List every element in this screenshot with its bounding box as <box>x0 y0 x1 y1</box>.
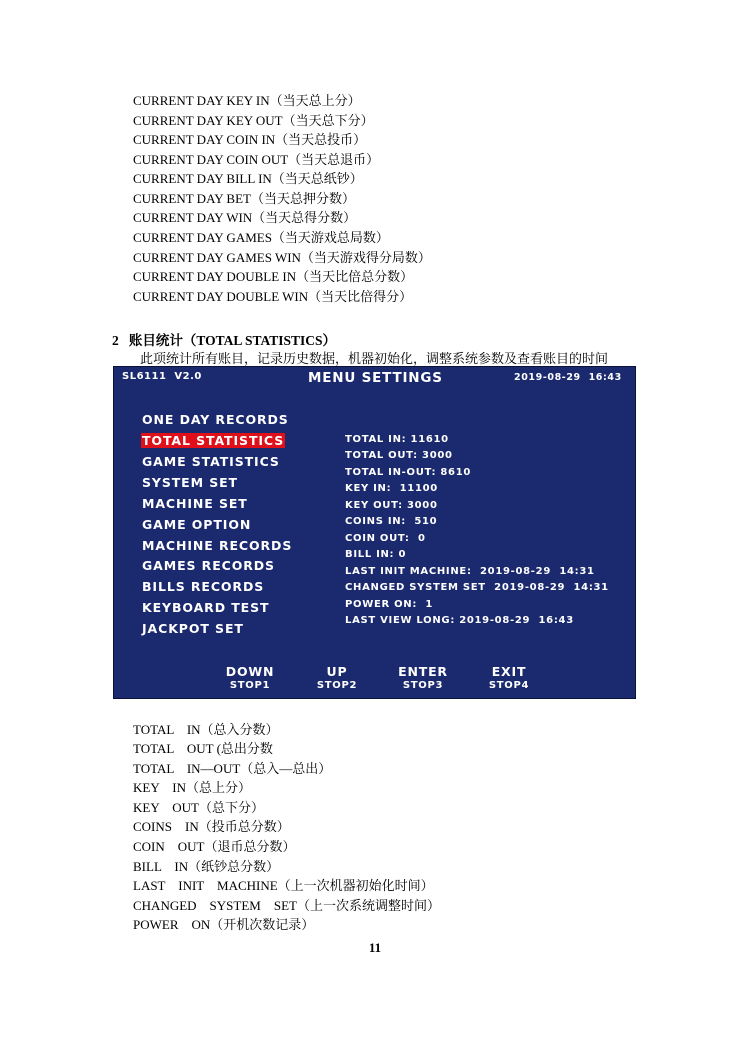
key-exit-stop: STOP4 <box>488 680 530 691</box>
menu-item-game-statistics[interactable]: GAME STATISTICS <box>142 454 280 469</box>
stat-changed-system-set: CHANGED SYSTEM SET 2019-08-29 14:31 <box>345 582 609 593</box>
key-up-stop: STOP2 <box>316 680 358 691</box>
stat-total-in-out: TOTAL IN-OUT: 8610 <box>345 467 472 478</box>
list-item: CURRENT DAY KEY IN（当天总上分） <box>133 93 361 108</box>
list-item: LAST INIT MACHINE（上一次机器初始化时间） <box>133 878 434 893</box>
list-item: CURRENT DAY COIN IN（当天总投币） <box>133 132 367 147</box>
key-exit-label: EXIT <box>491 664 527 679</box>
menu-item-machine-set[interactable]: MACHINE SET <box>142 496 248 511</box>
stat-bill-in: BILL IN: 0 <box>345 549 407 560</box>
list-item: CURRENT DAY BET（当天总押分数） <box>133 191 355 206</box>
list-item: TOTAL IN—OUT（总入—总出） <box>133 761 332 776</box>
list-item: KEY OUT（总下分） <box>133 800 264 815</box>
list-item: KEY IN（总上分） <box>133 780 251 795</box>
list-item: COINS IN（投币总分数） <box>133 819 290 834</box>
key-exit[interactable] <box>469 664 549 691</box>
menu-item-games-records[interactable]: GAMES RECORDS <box>142 558 275 573</box>
list-item: TOTAL OUT (总出分数 <box>133 741 273 756</box>
list-item: POWER ON（开机次数记录） <box>133 917 315 932</box>
key-up[interactable] <box>297 664 377 691</box>
list-item: CURRENT DAY GAMES WIN（当天游戏得分局数） <box>133 250 431 265</box>
list-item: CURRENT DAY GAMES（当天游戏总局数） <box>133 230 389 245</box>
menu-item-machine-records[interactable]: MACHINE RECORDS <box>142 538 293 553</box>
stat-last-view-long: LAST VIEW LONG: 2019-08-29 16:43 <box>345 615 574 626</box>
model-version: SL6111 V2.0 <box>122 371 202 382</box>
list-item: CURRENT DAY COIN OUT（当天总退币） <box>133 152 380 167</box>
key-down-label: DOWN <box>225 664 275 679</box>
stat-power-on: POWER ON: 1 <box>345 599 434 610</box>
section-intro: 此项统计所有账目，记录历史数据，机器初始化，调整系统参数及查看账目的时间 <box>140 351 609 366</box>
stat-coin-out: COIN OUT: 0 <box>345 533 426 544</box>
menu-item-one-day-records[interactable]: ONE DAY RECORDS <box>142 412 289 427</box>
section-heading: 2 账目统计（TOTAL STATISTICS） <box>112 333 337 348</box>
menu-item-keyboard-test[interactable]: KEYBOARD TEST <box>142 600 270 615</box>
screen-clock: 2019-08-29 16:43 <box>514 372 622 383</box>
key-enter-label: ENTER <box>398 664 448 679</box>
list-item: CURRENT DAY KEY OUT（当天总下分） <box>133 113 374 128</box>
list-item: CURRENT DAY DOUBLE WIN（当天比倍得分） <box>133 289 413 304</box>
list-item: CURRENT DAY WIN（当天总得分数） <box>133 210 357 225</box>
stat-key-out: KEY OUT: 3000 <box>345 500 438 511</box>
list-item: CURRENT DAY BILL IN（当天总纸钞） <box>133 171 363 186</box>
key-down-stop: STOP1 <box>229 680 271 691</box>
list-item: CHANGED SYSTEM SET（上一次系统调整时间） <box>133 898 440 913</box>
list-item: TOTAL IN（总入分数） <box>133 722 279 737</box>
stat-coins-in: COINS IN: 510 <box>345 516 438 527</box>
screen-title: MENU SETTINGS <box>308 370 443 386</box>
key-enter-stop: STOP3 <box>402 680 444 691</box>
key-enter[interactable] <box>383 664 463 691</box>
menu-item-game-option[interactable]: GAME OPTION <box>142 517 252 532</box>
list-item: BILL IN（纸钞总分数） <box>133 859 280 874</box>
menu-item-jackpot-set[interactable]: JACKPOT SET <box>142 621 244 636</box>
menu-item-total-statistics[interactable]: TOTAL STATISTICS <box>142 433 285 448</box>
stat-total-in: TOTAL IN: 11610 <box>345 434 449 445</box>
menu-item-system-set[interactable]: SYSTEM SET <box>142 475 238 490</box>
menu-settings-screenshot <box>113 366 636 699</box>
stat-total-out: TOTAL OUT: 3000 <box>345 450 453 461</box>
stat-key-in: KEY IN: 11100 <box>345 483 438 494</box>
key-down[interactable] <box>210 664 290 691</box>
list-item: CURRENT DAY DOUBLE IN（当天比倍总分数） <box>133 269 414 284</box>
menu-item-bills-records[interactable]: BILLS RECORDS <box>142 579 265 594</box>
page-number: 11 <box>368 940 382 955</box>
key-up-label: UP <box>326 664 348 679</box>
list-item: COIN OUT（退币总分数） <box>133 839 296 854</box>
stat-last-init-machine: LAST INIT MACHINE: 2019-08-29 14:31 <box>345 566 595 577</box>
